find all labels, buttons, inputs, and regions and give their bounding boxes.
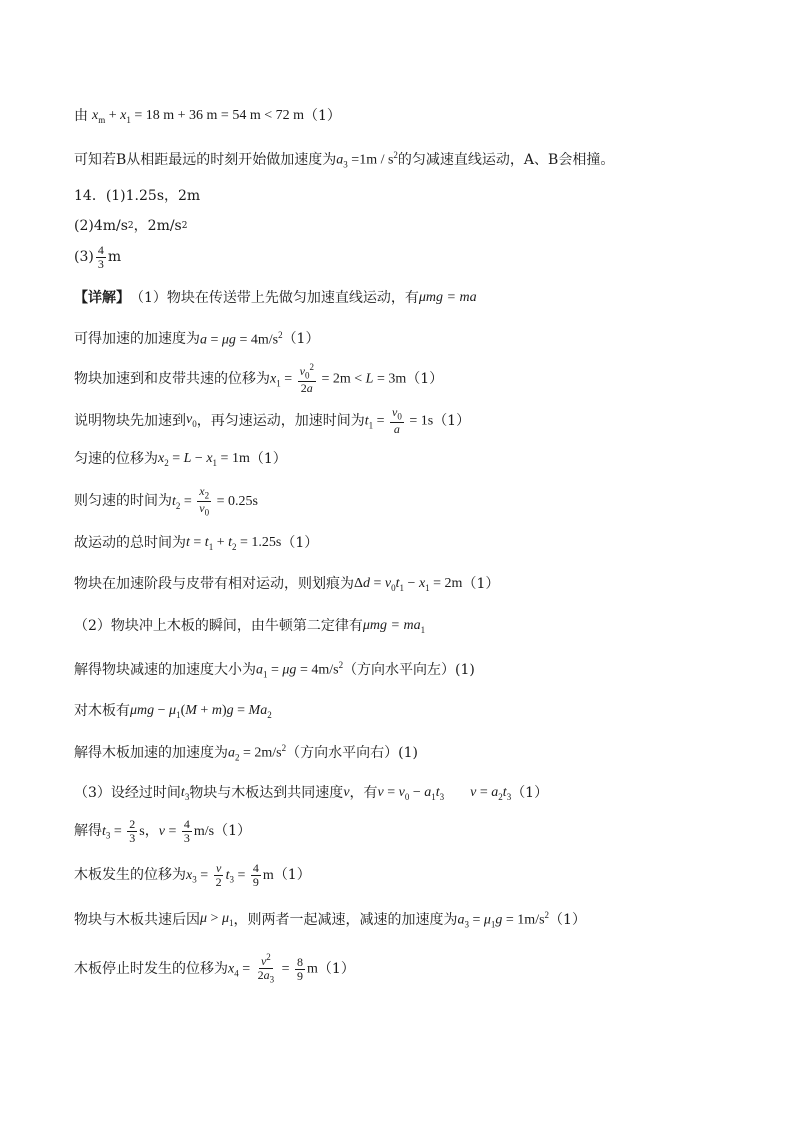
line-21-formula: $a_3 = \mu_1g = 1m/s^2$ bbox=[457, 910, 550, 930]
line-15-suffix: （方向水平向左）(1) bbox=[343, 661, 475, 678]
mu-compare: $\mu > \mu_1$ bbox=[200, 911, 234, 929]
line-20-prefix: 木板发生的位移为 bbox=[74, 867, 186, 884]
line-15-formula: $a_1 = \mu g = 4m/s^2$ bbox=[256, 660, 344, 680]
line-6-text: （1）物块在传送带上先做匀加速直线运动，有 bbox=[130, 290, 419, 306]
answer-14-part-2: (2)4m/s 2 ，2m/s 2 bbox=[74, 218, 188, 234]
line-19-prefix: 解得 bbox=[74, 823, 102, 840]
text-line-22 bbox=[74, 953, 355, 985]
line-19-formula: $t_3$ = $\frac{2}{3}$ s，v = $\frac{4}{3}$ m/s bbox=[102, 817, 215, 846]
text-line-20 bbox=[74, 862, 311, 889]
answer-14-text: 14．(1)1.25s，2m bbox=[74, 188, 201, 204]
line-18-formula-1: $v = v_0 - a_1t_3$ bbox=[377, 785, 445, 802]
text-line-10 bbox=[74, 451, 287, 469]
text-line-14 bbox=[74, 618, 425, 636]
line-10-prefix: 匀速的位移为 bbox=[74, 451, 158, 468]
line-9-prefix: 说明物块先加速到 bbox=[74, 412, 186, 429]
text-line-15 bbox=[74, 660, 475, 680]
answer-3-label: (3) bbox=[74, 249, 94, 266]
text-line-16 bbox=[74, 703, 272, 721]
line-14-formula: $\mu mg = ma_1$ bbox=[362, 618, 426, 635]
line-1-suffix: （1） bbox=[304, 108, 341, 125]
line-9-suffix: （1） bbox=[433, 412, 471, 429]
t3-symbol: $t_3$ bbox=[180, 785, 190, 802]
line-18-prefix: （3）设经过时间 bbox=[74, 785, 181, 802]
line-1-prefix: 由 bbox=[74, 108, 88, 125]
line-6-formula: μmg = ma bbox=[418, 290, 477, 305]
detail-tag: 【详解】 bbox=[74, 290, 130, 306]
text-line-8 bbox=[74, 363, 443, 395]
line-9-formula: $t_1$ = $\frac{v_0}{a}$ = 1s bbox=[364, 405, 434, 437]
answer-3-unit: m bbox=[107, 249, 122, 266]
line-22-prefix: 木板停止时发生的位移为 bbox=[74, 960, 228, 977]
fraction-4-3: $\frac{4}{3}$ bbox=[97, 243, 104, 272]
line-17-suffix: （方向水平向右）(1) bbox=[286, 744, 418, 761]
line-2-formula: $a_3 =1m / s^2$ bbox=[336, 150, 398, 170]
text-line-12 bbox=[74, 535, 318, 553]
line-12-formula: $t = t_1 + t_2 = 1.25s$ bbox=[186, 535, 282, 552]
text-line-1 bbox=[74, 108, 341, 126]
line-18-middle: 物块与木板达到共同速度 bbox=[189, 785, 344, 802]
line-20-suffix: （1） bbox=[273, 867, 311, 884]
line-11-formula: $t_2$ = $\frac{x_2}{v_0}$ = 0.25s bbox=[172, 484, 258, 518]
text-line-7 bbox=[74, 330, 319, 349]
line-10-suffix: （1） bbox=[249, 451, 287, 468]
answer-14-part-1 bbox=[74, 188, 200, 205]
line-19-suffix: （1） bbox=[214, 823, 252, 840]
answer-14-part-3 bbox=[74, 244, 121, 271]
text-line-11 bbox=[74, 485, 258, 519]
line-7-formula: $a = \mu g = 4m/s^2$ bbox=[200, 330, 283, 348]
line-12-prefix: 故运动的总时间为 bbox=[74, 535, 186, 552]
text-line-9 bbox=[74, 406, 470, 436]
line-11-prefix: 则匀速的时间为 bbox=[74, 493, 172, 510]
line-13-prefix: 物块在加速阶段与皮带有相对运动，则划痕为 bbox=[74, 576, 354, 593]
line-17-prefix: 解得木板加速的加速度为 bbox=[74, 744, 228, 761]
line-21-suffix: （1） bbox=[549, 911, 586, 928]
answer-2-b: ，2m/s bbox=[133, 218, 182, 234]
text-line-2 bbox=[74, 150, 614, 170]
line-16-formula: $\mu mg - \mu_1(M + m)g = Ma_2$ bbox=[130, 703, 272, 720]
line-2-prefix: 可知若B从相距最远的时刻开始做加速度为 bbox=[74, 151, 337, 168]
line-20-formula: $x_3$ = $\frac{v}{2}$ $t_3$ = $\frac{4}{9}$ m bbox=[186, 861, 274, 890]
answer-2-a: (2)4m/s bbox=[74, 218, 128, 234]
line-13-suffix: （1） bbox=[462, 576, 500, 593]
line-12-suffix: （1） bbox=[281, 535, 319, 552]
line-21-prefix: 物块与木板共速后因 bbox=[74, 911, 200, 928]
line-10-formula: $x_2 = L - x_1 = 1m$ bbox=[158, 451, 250, 468]
detail-heading-line bbox=[74, 290, 477, 307]
text-line-18 bbox=[74, 785, 548, 803]
text-line-17 bbox=[74, 743, 418, 763]
v0-symbol: $v_0$ bbox=[186, 412, 197, 430]
text-line-19 bbox=[74, 818, 251, 845]
v-symbol: v bbox=[343, 785, 350, 801]
line-21-middle: ，则两者一起减速，减速的加速度为 bbox=[233, 911, 458, 928]
line-15-prefix: 解得物块减速的加速度大小为 bbox=[74, 661, 256, 678]
line-18-middle-2: ，有 bbox=[349, 785, 378, 802]
line-7-prefix: 可得加速的加速度为 bbox=[74, 331, 200, 348]
line-22-suffix: （1） bbox=[317, 960, 355, 977]
line-22-formula: $x_4$ = $\frac{v^2}{2a_3}$ = $\frac{8}{9}$ m bbox=[228, 952, 318, 985]
line-8-suffix: （1） bbox=[406, 370, 444, 387]
line-2-suffix: 的匀减速直线运动，A、B会相撞。 bbox=[397, 151, 615, 168]
line-18-suffix: （1） bbox=[511, 785, 549, 802]
line-8-prefix: 物块加速到和皮带共速的位移为 bbox=[74, 370, 270, 387]
text-line-21 bbox=[74, 910, 586, 930]
line-13-formula: $\Delta d = v_0t_1 - x_1 = 2m$ bbox=[354, 576, 463, 593]
line-17-formula: $a_2 = 2m/s^2$ bbox=[228, 743, 287, 763]
line-1-formula: $x_m + x_1 = 18$ m + 36 m = 54 m < 72 m bbox=[92, 108, 304, 125]
line-16-prefix: 对木板有 bbox=[74, 703, 130, 720]
line-18-formula-2: $v = a_2t_3$ bbox=[470, 785, 512, 802]
line-14-prefix: （2）物块冲上木板的瞬间，由牛顿第二定律有 bbox=[74, 618, 363, 635]
line-7-suffix: （1） bbox=[282, 331, 320, 348]
text-line-13 bbox=[74, 576, 499, 594]
line-8-formula: $x_1$ = $\frac{v_0^2}{2a}$ = 2m < L = 3m bbox=[270, 362, 407, 396]
line-9-middle: ，再匀速运动，加速时间为 bbox=[196, 412, 365, 429]
